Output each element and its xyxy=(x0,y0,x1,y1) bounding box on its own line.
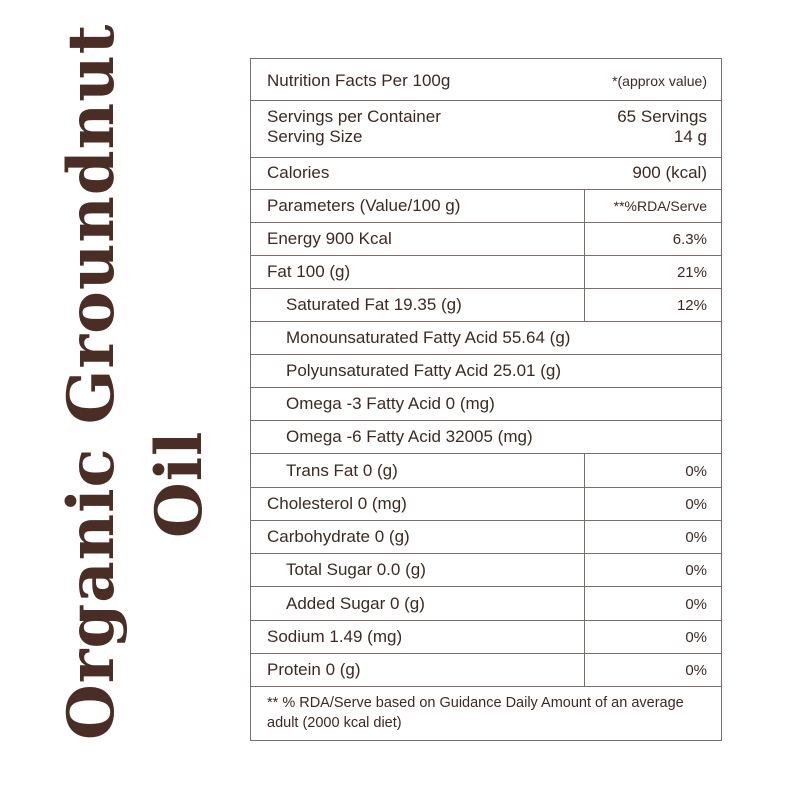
servings-per-container-value: 65 Servings xyxy=(617,107,707,126)
nutrition-header-row xyxy=(251,59,721,101)
row-rda: 12% xyxy=(676,297,707,314)
rda-footnote: ** % RDA/Serve based on Guidance Daily Amount of an average adult (2000 kcal diet) xyxy=(267,695,684,731)
row-label: Fat 100 (g) xyxy=(267,262,351,281)
row-rda: 0% xyxy=(685,629,707,646)
calories-label: Calories xyxy=(267,163,330,182)
row-label: Protein 0 (g) xyxy=(267,660,361,679)
row-label: Added Sugar 0 (g) xyxy=(286,594,425,613)
column-divider xyxy=(584,521,585,553)
column-divider xyxy=(584,289,585,321)
column-divider xyxy=(584,554,585,586)
table-row xyxy=(251,421,721,454)
column-divider xyxy=(584,223,585,255)
row-rda: 0% xyxy=(685,463,707,480)
table-row xyxy=(251,289,721,322)
servings-per-container-label: Servings per Container xyxy=(267,107,441,126)
table-row xyxy=(251,256,721,289)
table-row xyxy=(251,488,721,521)
product-title-line-2: Oil xyxy=(142,430,217,538)
table-row xyxy=(251,355,721,388)
table-row xyxy=(251,621,721,654)
parameters-header-row xyxy=(251,190,721,223)
approx-note: *(approx value) xyxy=(612,73,707,89)
table-row xyxy=(251,322,721,355)
parameters-label: Parameters (Value/100 g) xyxy=(267,196,461,215)
table-row xyxy=(251,521,721,554)
column-divider xyxy=(584,621,585,653)
column-divider xyxy=(584,454,585,487)
table-row xyxy=(251,554,721,587)
row-label: Polyunsaturated Fatty Acid 25.01 (g) xyxy=(286,361,561,380)
table-row xyxy=(251,454,721,488)
table-row xyxy=(251,654,721,687)
row-rda: 0% xyxy=(685,562,707,579)
row-rda: 21% xyxy=(676,264,707,281)
row-label: Energy 900 Kcal xyxy=(267,229,392,248)
row-label: Total Sugar 0.0 (g) xyxy=(286,560,426,579)
table-row xyxy=(251,587,721,621)
row-rda: 0% xyxy=(685,596,707,613)
serving-size-label: Serving Size xyxy=(267,127,363,146)
column-divider xyxy=(584,587,585,620)
row-rda: 0% xyxy=(685,496,707,513)
product-title xyxy=(54,23,217,740)
row-label: Trans Fat 0 (g) xyxy=(286,461,398,480)
column-divider xyxy=(584,488,585,520)
calories-value: 900 (kcal) xyxy=(632,163,707,182)
column-divider xyxy=(584,654,585,686)
table-row xyxy=(251,388,721,421)
column-divider xyxy=(584,256,585,288)
row-rda: 0% xyxy=(685,662,707,679)
serving-size-value: 14 g xyxy=(673,127,707,146)
row-label: Carbohydrate 0 (g) xyxy=(267,527,410,546)
row-label: Saturated Fat 19.35 (g) xyxy=(286,295,462,314)
row-label: Omega -3 Fatty Acid 0 (mg) xyxy=(286,394,495,413)
row-label: Sodium 1.49 (mg) xyxy=(267,627,403,646)
product-title-line-1: Organic Groundnut xyxy=(54,23,129,740)
nutrition-facts-table xyxy=(250,58,722,741)
row-label: Cholesterol 0 (mg) xyxy=(267,494,407,513)
calories-row xyxy=(251,158,721,190)
nutrition-title: Nutrition Facts Per 100g xyxy=(267,71,451,90)
row-label: Monounsaturated Fatty Acid 55.64 (g) xyxy=(286,328,571,347)
servings-row xyxy=(251,101,721,158)
row-label: Omega -6 Fatty Acid 32005 (mg) xyxy=(286,427,533,446)
rda-header: **%RDA/Serve xyxy=(613,198,707,214)
table-row xyxy=(251,223,721,256)
column-divider xyxy=(584,190,585,222)
row-rda: 0% xyxy=(685,529,707,546)
row-rda: 6.3% xyxy=(672,231,707,248)
